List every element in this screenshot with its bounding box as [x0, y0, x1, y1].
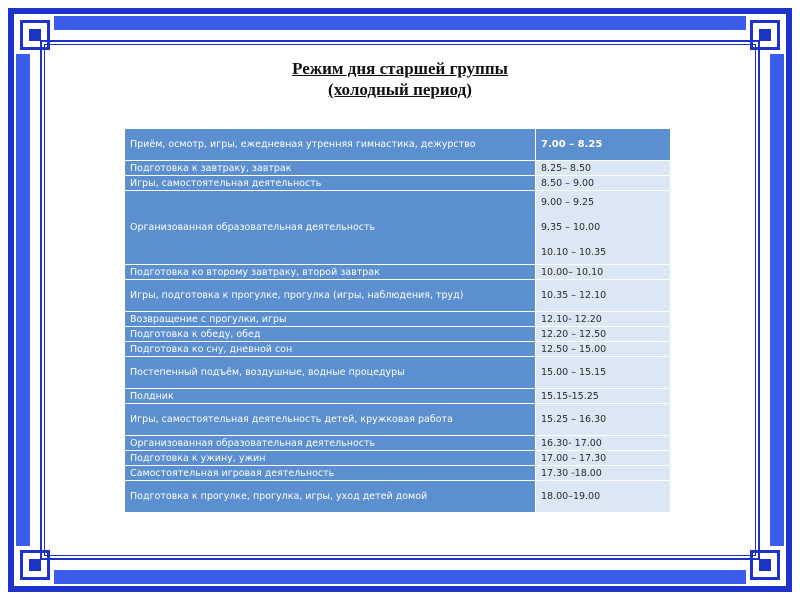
table-row [125, 129, 671, 161]
activity-cell: Возвращение с прогулки, игры [125, 312, 536, 327]
table-row [125, 265, 671, 280]
table-row [125, 342, 671, 357]
time-value: 18.00–19.00 [541, 491, 601, 502]
activity-cell: Игры, подготовка к прогулке, прогулка (игры, наблюдения, труд) [125, 280, 536, 312]
time-value: 7.00 – 8.25 [541, 139, 603, 150]
time-value: 17.30 -18.00 [541, 467, 602, 479]
table-row [125, 436, 671, 451]
table-row [125, 191, 671, 265]
activity-cell: Организованная образовательная деятельность [125, 191, 536, 265]
table-row [125, 161, 671, 176]
time-cell [536, 280, 671, 312]
time-value: 8.50 – 9.00 [541, 177, 595, 189]
time-value: 15.15-15.25 [541, 390, 599, 402]
time-value: 12.20 – 12.50 [541, 328, 607, 340]
page-title [0, 58, 800, 100]
table-row [125, 451, 671, 466]
time-value: 10.00– 10.10 [541, 266, 604, 278]
time-cell [536, 161, 671, 176]
time-cell [536, 436, 671, 451]
time-value: 10.35 – 12.10 [541, 290, 607, 301]
time-cell [536, 404, 671, 436]
time-value: 16.30- 17.00 [541, 437, 602, 449]
activity-cell: Подготовка ко второму завтраку, второй завтрак [125, 265, 536, 280]
table-row [125, 357, 671, 389]
table-row [125, 466, 671, 481]
activity-cell: Игры, самостоятельная деятельность детей, кружковая работа [125, 404, 536, 436]
time-cell [536, 191, 671, 265]
title-line-1: Режим дня старшей группы [292, 59, 508, 78]
time-value: 15.25 – 16.30 [541, 414, 607, 425]
time-value: 12.50 – 15.00 [541, 343, 607, 355]
activity-cell: Подготовка к обеду, обед [125, 327, 536, 342]
time-cell [536, 481, 671, 513]
table-row [125, 404, 671, 436]
activity-cell: Полдник [125, 389, 536, 404]
time-cell [536, 129, 671, 161]
title-line-2: (холодный период) [328, 80, 472, 99]
time-cell [536, 451, 671, 466]
activity-cell: Самостоятельная игровая деятельность [125, 466, 536, 481]
time-value: 17.00 – 17.30 [541, 452, 607, 464]
time-cell [536, 312, 671, 327]
time-value: 15.00 – 15.15 [541, 367, 607, 378]
activity-cell: Организованная образовательная деятельность [125, 436, 536, 451]
time-cell [536, 265, 671, 280]
time-cell [536, 389, 671, 404]
table-row [125, 312, 671, 327]
time-cell [536, 327, 671, 342]
activity-cell: Игры, самостоятельная деятельность [125, 176, 536, 191]
table-row [125, 327, 671, 342]
activity-cell: Подготовка к завтраку, завтрак [125, 161, 536, 176]
activity-cell: Подготовка ко сну, дневной сон [125, 342, 536, 357]
time-cell [536, 176, 671, 191]
table-row [125, 280, 671, 312]
table-row [125, 389, 671, 404]
time-cell [536, 466, 671, 481]
time-cell [536, 342, 671, 357]
table-row [125, 481, 671, 513]
activity-cell: Подготовка к прогулке, прогулка, игры, уход детей домой [125, 481, 536, 513]
schedule-table [124, 128, 671, 513]
time-value: 9.00 – 9.25 [541, 197, 595, 208]
time-value: 9.35 – 10.00 [541, 222, 601, 233]
time-value: 12.10- 12.20 [541, 313, 602, 325]
time-value: 8.25– 8.50 [541, 162, 592, 174]
activity-cell: Приём, осмотр, игры, ежедневная утренняя гимнастика, дежурство [125, 129, 536, 161]
activity-cell: Постепенный подъём, воздушные, водные процедуры [125, 357, 536, 389]
table-row [125, 176, 671, 191]
time-cell [536, 357, 671, 389]
activity-cell: Подготовка к ужину, ужин [125, 451, 536, 466]
time-value: 10.10 – 10.35 [541, 247, 607, 258]
